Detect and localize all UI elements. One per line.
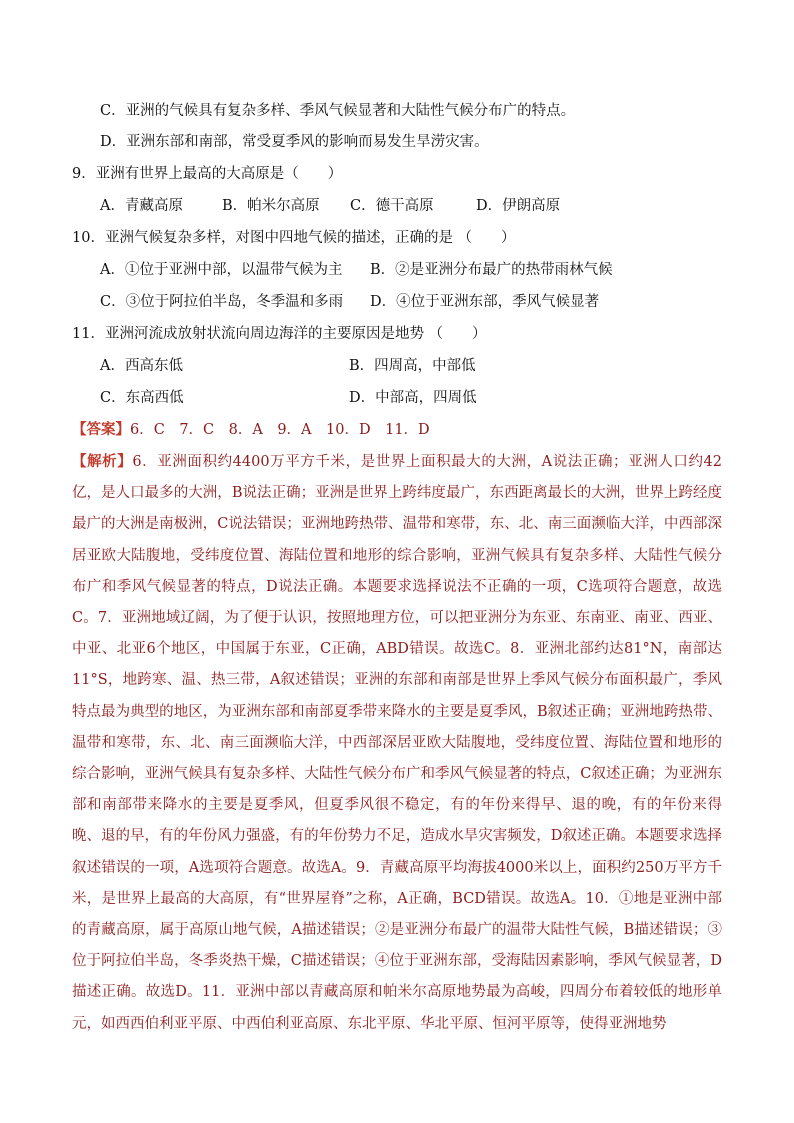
answer-line (72, 420, 430, 440)
q10-option-b: B．②是亚洲分布最广的热带雨林气候 (370, 262, 613, 278)
q11-option-b: B．四周高，中部低 (349, 358, 476, 374)
q8-option-c: C．亚洲的气候具有复杂多样、季风气候显著和大陆性气候分布广的特点。 (100, 103, 576, 119)
q9-option-c: C．德干高原 (350, 198, 434, 214)
q10-stem: 10．亚洲气候复杂多样，对图中四地气候的描述，正确的是 （ ） (72, 230, 516, 246)
q11-option-a: A．西高东低 (100, 358, 183, 374)
q11-option-d: D．中部高，四周低 (349, 390, 477, 406)
q10-option-a: A．①位于亚洲中部，以温带气候为主 (100, 262, 343, 278)
q9-stem: 9．亚洲有世界上最高的大高原是（ ） (72, 166, 343, 182)
analysis-tag: 【解析】 (72, 453, 133, 470)
q11-option-c: C．东高西低 (100, 390, 184, 406)
q8-option-d: D．亚洲东部和南部，常受夏季风的影响而易发生旱涝灾害。 (100, 134, 489, 150)
q10-option-d: D．④位于亚洲东部，季风气候显著 (370, 294, 600, 310)
answer-tag: 【答案】 (72, 421, 130, 438)
answer-text: 6．C 7．C 8．A 9．A 10．D 11．D (130, 422, 430, 438)
q11-stem: 11．亚洲河流成放射状流向周边海洋的主要原因是地势 （ ） (72, 326, 487, 342)
q9-option-b: B．帕米尔高原 (222, 198, 320, 214)
analysis-text: 6．亚洲面积约4400万平方千米，是世界上面积最大的大洲，A说法正确；亚洲人口约42亿，是人口最多的大洲，B说法正确；亚洲是世界上跨纬度最广，东西距离最长的大洲，世界上跨经度最广的大洲是南极洲，C说法错误；亚洲地跨热带、温带和寒带，东、北、南三面濒临大洋，中西部深居亚欧大陆腹地，受纬度位置、海陆位置和地形的综合影响，亚洲气候具有复杂多样、大陆性气候分布广和季风气候显著的特点，D说法正确。本题要求选择说法不正确的一项，C选项符合题意，故选C。7．亚洲地域辽阔，为了便于认识，按照地理方位，可以把亚洲分为东亚、东南亚、南亚、西亚、中亚、北亚6个地区，中国属于东亚，C正确，ABD错误。故选C。8．亚洲北部约达81°N，南部达11°S，地跨寒、温、热三带，A叙述错误；亚洲的东部和南部是世界上季风气候分布面积最广，季风特点最为典型的地区，为亚洲东部和南部夏季带来降水的主要是夏季风，B叙述正确；亚洲地跨热带、温带和寒带，东、北、南三面濒临大洋，中西部深居亚欧大陆腹地，受纬度位置、海陆位置和地形的综合影响，亚洲气候具有复杂多样、大陆性气候分布广和季风气候显著的特点，C叙述正确；为亚洲东部和南部带来降水的主要是夏季风，但夏季风很不稳定，有的年份来得早、退的晚，有的年份来得晚、退的早，有的年份风力强盛，有的年份势力不足，造成水旱灾害频发，D叙述正确。本题要求选择叙述错误的一项，A选项符合题意。故选A。9．青藏高原平均海拔4000米以上，面积约250万平方千米，是世界上最高的大高原，有“世界屋脊”之称，A正确，BCD错误。故选A。10．①地是亚洲中部的青藏高原，属于高原山地气候，A描述错误；②是亚洲分布最广的温带大陆性气候，B描述错误；③位于阿拉伯半岛，冬季炎热干燥，C描述错误；④位于亚洲东部，受海陆因素影响，季风气候显著，D描述正确。故选D。11．亚洲中部以青藏高原和帕米尔高原地势最为高峻，四周分布着较低的地形单元，如西西伯利亚平原、中西伯利亚高原、东北平原、华北平原、恒河平原等，使得亚洲地势 (72, 454, 723, 1032)
q9-option-a: A．青藏高原 (100, 198, 183, 214)
q9-option-d: D．伊朗高原 (476, 198, 561, 214)
q10-option-c: C．③位于阿拉伯半岛，冬季温和多雨 (100, 294, 344, 310)
analysis-paragraph (72, 446, 722, 1040)
